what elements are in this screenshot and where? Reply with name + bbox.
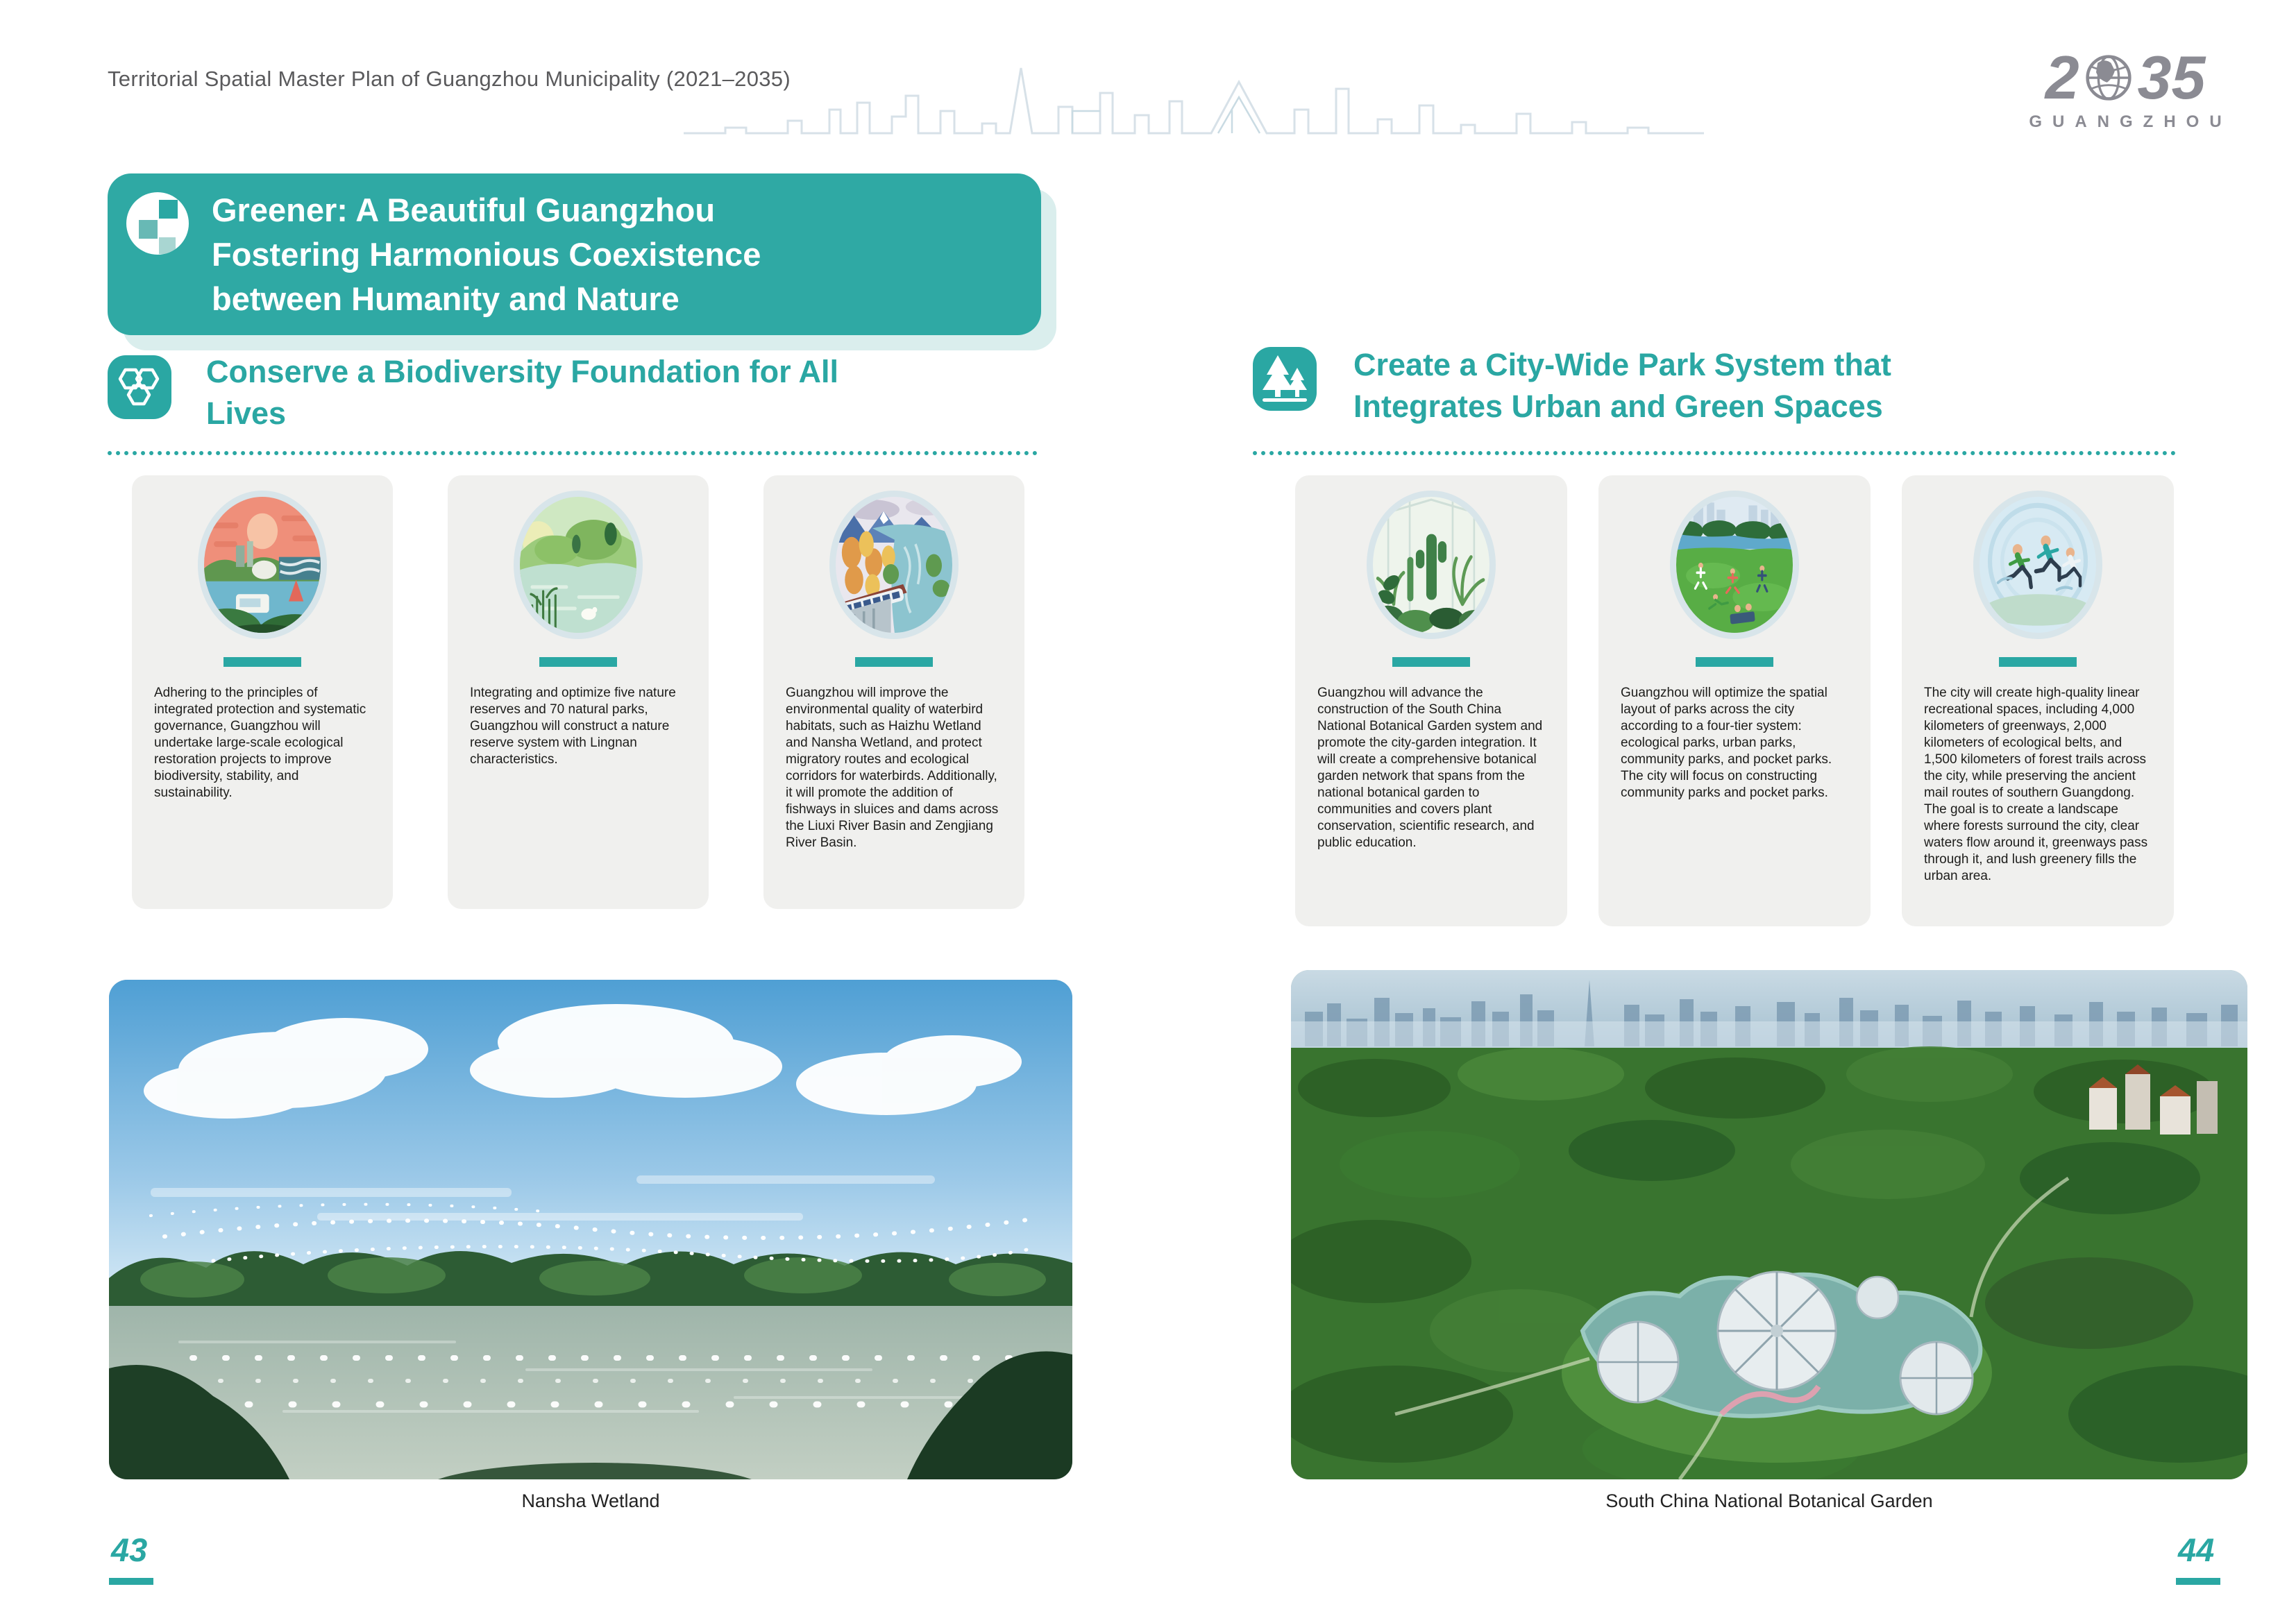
globe-icon <box>2084 53 2134 103</box>
page-number-right: 44 <box>2178 1531 2215 1568</box>
card-text: Guangzhou will advance the construction of the South China National Botanical Garden system and promote the city-garden integration. It will create a comprehensive botanical garden network that spans from the national botanical garden to communities and covers plant conservation, scientific research, and public education. <box>1317 686 1543 850</box>
logo-digit-2: 2 <box>2045 43 2079 112</box>
card-text: Guangzhou will optimize the spatial layout of parks across the city according to a four-tier system: ecological parks, urban parks, community parks, and pocket parks. The city will focus on constructing community parks and pocket parks. <box>1621 686 1832 800</box>
card-divider-bar <box>1999 657 2077 667</box>
card-text: Adhering to the principles of integrated protection and systematic governance, Guangzhou will undertake large-scale ecological restoration projects to improve biodiversity, stability, and sustainability. <box>154 686 366 800</box>
banner-title <box>212 188 1017 321</box>
card-park-system <box>1598 475 1871 926</box>
botanical-greenhouse-illustration <box>1373 497 1489 633</box>
document-title: Territorial Spatial Master Plan of Guangzhou Municipality (2021–2035) <box>108 67 791 91</box>
card-greenways <box>1902 475 2174 926</box>
card-divider-bar <box>1696 657 1773 667</box>
card-nature-reserves <box>448 475 709 909</box>
illustration-ring <box>1973 491 2102 639</box>
right-photo-caption: South China National Botanical Garden <box>1605 1490 1933 1511</box>
card-divider-bar <box>223 657 301 667</box>
pixel-squares-icon <box>126 192 189 255</box>
card-text: The city will create high-quality linear recreational spaces, including 4,000 kilometers of greenways, 2,000 kilometers of ecological belts, and 1,500 kilometers of forest trails across the city, while preserving the ancient mail routes of southern Guangdong. The goal is to create a landscape where forests surround the city, clear waters flow around it, greenways pass through it, and lush greenery fills the urban area. <box>1924 686 2148 883</box>
guangzhou-2035-logo <box>2007 43 2243 132</box>
botanical-garden-photo <box>1291 970 2247 1479</box>
pine-trees-icon <box>1253 347 1317 411</box>
right-section-title <box>1353 344 2214 427</box>
logo-digits <box>2007 43 2243 112</box>
banner-title-line-2: Fostering Harmonious Coexistence <box>212 236 761 273</box>
card-text: Guangzhou will improve the environmental quality of waterbird habitats, such as Haizhu Wetland and Nansha Wetland, and protect migratory routes and ecological corridors for waterbirds. Additionally, it will promote the addition of fishways in sluices and dams across the Liuxi River Basin and Zengjiang River Basin. <box>786 686 999 850</box>
logo-digits-35: 35 <box>2137 43 2206 112</box>
sunrise-river-illustration <box>204 497 321 633</box>
wetland-scene <box>109 980 1072 1479</box>
banner-title-line-3: between Humanity and Nature <box>212 280 679 317</box>
section-banner <box>108 173 1041 335</box>
illustration-ring <box>514 491 643 639</box>
nansha-wetland-photo <box>109 980 1072 1479</box>
card-waterbird-habitats <box>763 475 1024 909</box>
left-section-title-line-2: Lives <box>206 396 287 431</box>
illustration-ring <box>829 491 959 639</box>
left-section-divider <box>108 451 1038 455</box>
illustration-ring <box>1670 491 1799 639</box>
left-photo-caption: Nansha Wetland <box>521 1490 660 1511</box>
illustration-ring <box>198 491 327 639</box>
hexagon-cluster-icon <box>108 355 171 419</box>
left-section-title <box>206 351 1025 434</box>
logo-wordmark: GUANGZHOU <box>2029 112 2232 131</box>
city-skyline-graphic <box>684 61 1704 144</box>
page-number-underline-right <box>2176 1578 2220 1585</box>
page-number-left: 43 <box>111 1531 148 1568</box>
illustration-ring <box>1367 491 1496 639</box>
card-divider-bar <box>1392 657 1470 667</box>
card-divider-bar <box>855 657 933 667</box>
runners-illustration <box>1980 497 2096 633</box>
left-section-title-line-1: Conserve a Biodiversity Foundation for All <box>206 354 838 389</box>
banner-title-line-1: Greener: A Beautiful Guangzhou <box>212 192 716 228</box>
park-activities-illustration <box>1676 497 1793 633</box>
page-number-underline-left <box>109 1578 153 1585</box>
card-text: Integrating and optimize five nature reserves and 70 natural parks, Guangzhou will construct a nature reserve system with Lingnan characteristics. <box>470 686 676 767</box>
right-section-divider <box>1253 451 2176 455</box>
river-bridge-illustration <box>836 497 952 633</box>
green-wetland-illustration <box>520 497 636 633</box>
right-section-title-line-2: Integrates Urban and Green Spaces <box>1353 389 1883 424</box>
card-ecological-restoration <box>132 475 393 909</box>
botanical-garden-aerial-scene <box>1291 970 2247 1479</box>
right-section-title-line-1: Create a City-Wide Park System that <box>1353 347 1891 382</box>
card-divider-bar <box>539 657 617 667</box>
card-botanical-garden <box>1295 475 1567 926</box>
